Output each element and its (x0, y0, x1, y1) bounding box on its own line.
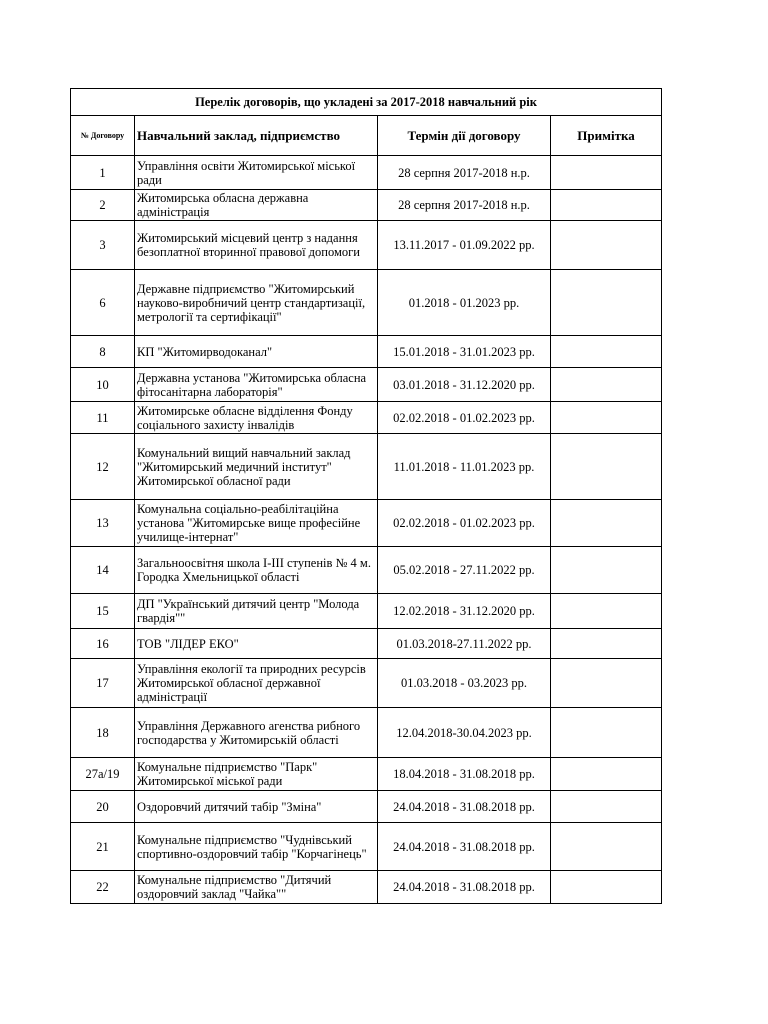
table-row (71, 156, 662, 190)
header-institution: Навчальний заклад, підприємство (135, 116, 378, 156)
table-row (71, 221, 662, 270)
table-row (71, 594, 662, 629)
note-cell (551, 659, 662, 708)
contract-number-cell: 12 (71, 434, 135, 500)
institution-cell: Управління Державного агенства рибного господарства у Житомирській області (135, 708, 378, 758)
table-row (71, 659, 662, 708)
contracts-table (70, 88, 662, 904)
note-cell (551, 434, 662, 500)
contract-number-cell: 10 (71, 368, 135, 402)
contract-number-cell: 8 (71, 336, 135, 368)
term-cell: 01.2018 - 01.2023 рр. (378, 270, 551, 336)
table-title-row (71, 89, 662, 116)
contract-number-cell: 17 (71, 659, 135, 708)
note-cell (551, 629, 662, 659)
institution-cell: Комунальна соціально-реабілітаційна установа "Житомирське вище професійне училище-інтернат" (135, 500, 378, 547)
note-cell (551, 594, 662, 629)
contract-number-cell: 16 (71, 629, 135, 659)
table-row (71, 629, 662, 659)
note-cell (551, 708, 662, 758)
table-row (71, 368, 662, 402)
term-cell: 28 серпня 2017-2018 н.р. (378, 156, 551, 190)
contract-number-cell: 22 (71, 871, 135, 904)
table-row (71, 758, 662, 791)
note-cell (551, 368, 662, 402)
term-cell: 02.02.2018 - 01.02.2023 рр. (378, 402, 551, 434)
contract-number-cell: 2 (71, 190, 135, 221)
term-cell: 24.04.2018 - 31.08.2018 рр. (378, 791, 551, 823)
note-cell (551, 221, 662, 270)
term-cell: 05.02.2018 - 27.11.2022 рр. (378, 547, 551, 594)
header-term: Термін дії договору (378, 116, 551, 156)
term-cell: 12.02.2018 - 31.12.2020 рр. (378, 594, 551, 629)
contract-number-cell: 18 (71, 708, 135, 758)
table-row (71, 791, 662, 823)
table-header-row (71, 116, 662, 156)
term-cell: 01.03.2018-27.11.2022 рр. (378, 629, 551, 659)
institution-cell: КП "Житомирводоканал" (135, 336, 378, 368)
note-cell (551, 547, 662, 594)
header-note: Примітка (551, 116, 662, 156)
term-cell: 18.04.2018 - 31.08.2018 рр. (378, 758, 551, 791)
term-cell: 24.04.2018 - 31.08.2018 рр. (378, 823, 551, 871)
table-row (71, 434, 662, 500)
institution-cell: Житомирський місцевий центр з надання безоплатної вторинної правової допомоги (135, 221, 378, 270)
contract-number-cell: 1 (71, 156, 135, 190)
institution-cell: Управління екології та природних ресурсів Житомирської обласної державної адміністрації (135, 659, 378, 708)
table-row (71, 336, 662, 368)
contract-number-cell: 20 (71, 791, 135, 823)
table-row (71, 500, 662, 547)
note-cell (551, 190, 662, 221)
header-contract-number: № Договору (71, 116, 135, 156)
term-cell: 28 серпня 2017-2018 н.р. (378, 190, 551, 221)
contract-number-cell: 14 (71, 547, 135, 594)
term-cell: 01.03.2018 - 03.2023 рр. (378, 659, 551, 708)
table-row (71, 270, 662, 336)
table-row (71, 402, 662, 434)
contract-number-cell: 11 (71, 402, 135, 434)
institution-cell: Управління освіти Житомирської міської ради (135, 156, 378, 190)
term-cell: 13.11.2017 - 01.09.2022 рр. (378, 221, 551, 270)
institution-cell: ДП "Український дитячий центр "Молода гвардія"" (135, 594, 378, 629)
note-cell (551, 871, 662, 904)
institution-cell: Загальноосвітня школа I-III ступенів № 4 м. Городка Хмельницької області (135, 547, 378, 594)
institution-cell: Оздоровчий дитячий табір "Зміна" (135, 791, 378, 823)
term-cell: 11.01.2018 - 11.01.2023 рр. (378, 434, 551, 500)
term-cell: 15.01.2018 - 31.01.2023 рр. (378, 336, 551, 368)
contract-number-cell: 15 (71, 594, 135, 629)
table-row (71, 871, 662, 904)
note-cell (551, 336, 662, 368)
contract-number-cell: 21 (71, 823, 135, 871)
note-cell (551, 156, 662, 190)
contract-number-cell: 13 (71, 500, 135, 547)
note-cell (551, 270, 662, 336)
table-row (71, 547, 662, 594)
note-cell (551, 402, 662, 434)
institution-cell: Державне підприємство "Житомирський науково-виробничий центр стандартизації, метрології та сертифікації" (135, 270, 378, 336)
note-cell (551, 823, 662, 871)
contract-number-cell: 3 (71, 221, 135, 270)
term-cell: 02.02.2018 - 01.02.2023 рр. (378, 500, 551, 547)
contract-number-cell: 6 (71, 270, 135, 336)
institution-cell: Комунальне підприємство "Чуднівський спортивно-оздоровчий табір "Корчагінець" (135, 823, 378, 871)
note-cell (551, 500, 662, 547)
table-row (71, 708, 662, 758)
term-cell: 03.01.2018 - 31.12.2020 рр. (378, 368, 551, 402)
table-title: Перелік договорів, що укладені за 2017-2018 навчальний рік (71, 89, 662, 116)
table-row (71, 190, 662, 221)
institution-cell: ТОВ "ЛІДЕР ЕКО" (135, 629, 378, 659)
term-cell: 24.04.2018 - 31.08.2018 рр. (378, 871, 551, 904)
contract-number-cell: 27а/19 (71, 758, 135, 791)
institution-cell: Комунальний вищий навчальний заклад "Житомирський медичний інститут" Житомирської обласної ради (135, 434, 378, 500)
note-cell (551, 758, 662, 791)
institution-cell: Житомирське обласне відділення Фонду соціального захисту інвалідів (135, 402, 378, 434)
term-cell: 12.04.2018-30.04.2023 рр. (378, 708, 551, 758)
institution-cell: Комунальне підприємство "Парк" Житомирської міської ради (135, 758, 378, 791)
table-row (71, 823, 662, 871)
institution-cell: Державна установа "Житомирська обласна фітосанітарна лабораторія" (135, 368, 378, 402)
institution-cell: Житомирська обласна державна адміністрація (135, 190, 378, 221)
institution-cell: Комунальне підприємство "Дитячий оздоровчий заклад "Чайка"" (135, 871, 378, 904)
note-cell (551, 791, 662, 823)
